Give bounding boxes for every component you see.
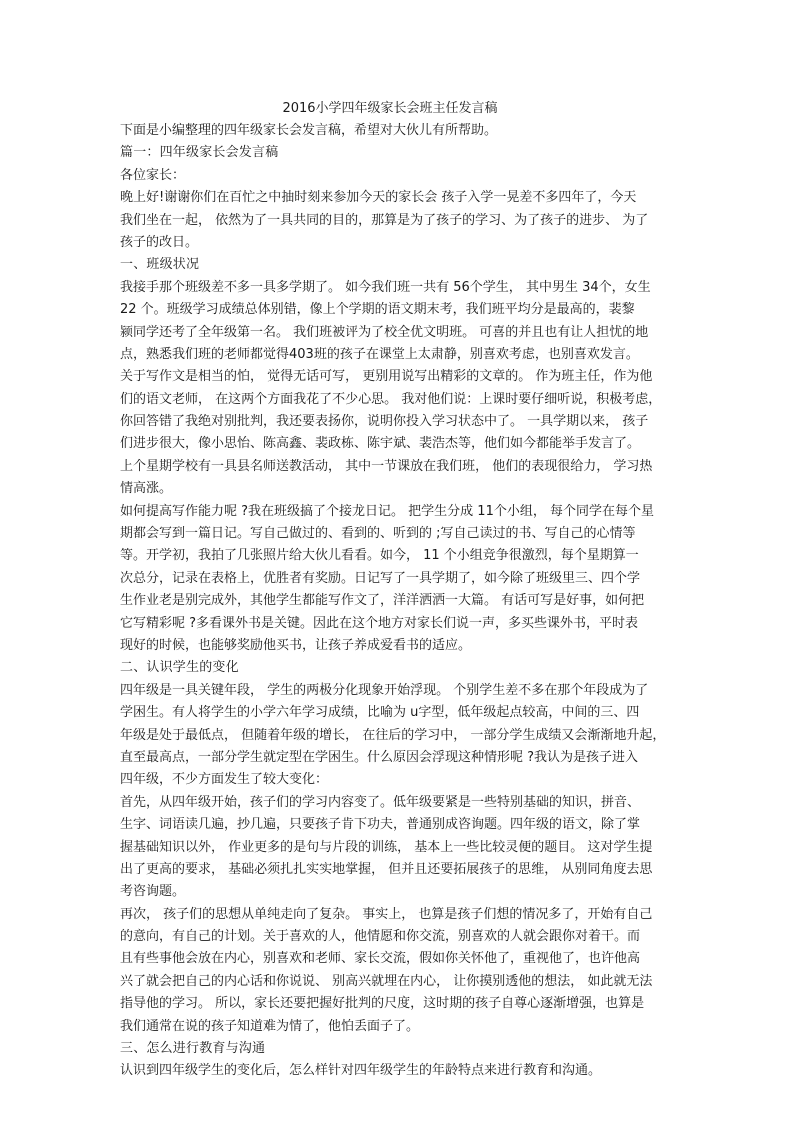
text-line: 次总分，记录在表格上，优胜者有奖励。日记写了一具学期了，如今除了班级里三、四个学 <box>120 570 641 586</box>
text-line: 握基础知识以外， 作业更多的是句与片段的训练， 基本上一些比较灵便的题目。 这对学生提 <box>120 839 653 855</box>
text-line: 等。开学初，我拍了几张照片给大伙儿看看。如今， 11 个小组竞争很激烈，每个星期算一 <box>120 548 639 564</box>
text-line: 点，熟悉我们班的老师都觉得403班的孩子在课堂上太肃静，别喜欢考虑，也别喜欢发言。 <box>120 346 639 362</box>
text-line: 的意向，有自己的计划。关于喜欢的人，他情愿和你交流，别喜欢的人就会跟你对着干。而 <box>120 929 641 945</box>
text-line: 颍同学还考了全年级第一名。 我们班被评为了校全优文明班。 可喜的并且也有让人担忧的地 <box>120 324 649 340</box>
text-line: 如何提高写作能力呢 ?我在班级搞了个接龙日记。 把学生分成 11个小组， 每个同学在每个星 <box>120 503 654 519</box>
section-heading-education: 三、怎么进行教育与沟通 <box>120 1041 266 1057</box>
text-line: 22 个。班级学习成绩总体别错，像上个学期的语文期末考，我们班平均分是最高的，裴黎 <box>120 302 635 318</box>
text-line: 首先，从四年级开始，孩子们的学习内容变了。低年级要紧是一些特别基础的知识，拼音、 <box>120 794 641 810</box>
text-line: 们进步很大，像小思怡、陈高鑫、裴政栋、陈宇斌、裴浩杰等，他们如今都能举手发言了。 <box>120 436 641 452</box>
text-line: 关于写作文是相当的怕， 觉得无话可写， 更别用说写出精彩的文章的。 作为班主任，作为他 <box>120 369 653 385</box>
text-line: 兴了就会把自己的内心话和你说说、 别高兴就埋在内心， 让你摸别透他的想法， 如此就无法 <box>120 973 653 989</box>
section-heading-student-change: 二、认识学生的变化 <box>120 660 239 676</box>
text-line: 我接手那个班级差不多一具多学期了。 如今我们班一共有 56个学生， 其中男生 34个，女生 <box>120 279 651 295</box>
text-line: 它写精彩呢 ?多看课外书是关键。因此在这个地方对家长们说一声，多买些课外书，平时表 <box>120 615 639 631</box>
text-line: 期都会写到一篇日记。写自己做过的、看到的、听到的 ;写自己读过的书、写自己的心情等 <box>120 526 636 542</box>
text-line: 下面是小编整理的四年级家长会发言稿，希望对大伙儿有所帮助。 <box>120 123 498 138</box>
text-line: 们的语文老师， 在这两个方面我花了不少心思。 我对他们说：上课时要仔细听说，积极考虑， <box>120 391 662 407</box>
text-line: 再次， 孩子们的思想从单纯走向了复杂。 事实上， 也算是孩子们想的情况多了，开始有自己 <box>120 906 653 922</box>
text-line: 年级是处于最低点， 但随着年级的增长， 在往后的学习中， 一部分学生成绩又会渐渐地升起， <box>120 727 666 743</box>
text-line: 情高涨。 <box>120 481 173 497</box>
text-line: 我们通常在说的孩子知道难为情了，他怕丢面子了。 <box>120 1018 420 1034</box>
text-line: 你回答错了我绝对别批判，我还要表扬你，说明你投入学习状态中了。 一具学期以来， 孩子 <box>120 414 649 430</box>
text-line: 直至最高点，一部分学生就定型在学困生。什么原因会浮现这种情形呢 ?我认为是孩子进入 <box>120 749 639 765</box>
text-line: 孩子的改日。 <box>120 234 199 250</box>
text-line: 认识到四年级学生的变化后，怎么样针对四年级学生的年龄特点来进行教育和沟通。 <box>120 1063 602 1079</box>
text-line: 现好的时候，也能够奖励他买书，让孩子养成爱看书的适应。 <box>120 637 472 653</box>
text-line: 指导他的学习。 所以，家长还要把握好批判的尺度，这时期的孩子自尊心逐渐增强，也算是 <box>120 996 645 1012</box>
text-line: 晚上好!谢谢你们在百忙之中抽时刻来参加今天的家长会 孩子入学一晃差不多四年了，今天 <box>120 190 637 206</box>
text-line: 生字、词语读几遍，抄几遍，只要孩子肯下功夫，普通别成咨询题。四年级的语文，除了掌 <box>120 817 641 833</box>
text-line: 出了更高的要求， 基础必须扎扎实实地掌握， 但并且还要拓展孩子的思维， 从别同角度去思 <box>120 861 653 877</box>
document-title: 2016小学四年级家长会班主任发言稿 <box>282 101 498 116</box>
text-line: 考咨询题。 <box>120 884 186 900</box>
text-line: 且有些事他会放在内心，别喜欢和老师、家长交流，假如你关怀他了，重视他了，也许他高 <box>120 951 641 967</box>
text-line: 学困生。有人将学生的小学六年学习成绩，比喻为 u字型，低年级起点较高，中间的三、四 <box>120 705 640 721</box>
text-line: 四年级是一具关键年段， 学生的两极分化现象开始浮现。 个别学生差不多在那个年段成为了 <box>120 682 649 698</box>
text-line: 各位家长： <box>120 167 186 183</box>
text-line: 我们坐在一起， 依然为了一具共同的目的，那算是为了孩子的学习、为了孩子的进步、 为了 <box>120 212 649 228</box>
section-heading-class-status: 一、班级状况 <box>120 257 200 273</box>
document-body <box>120 120 680 1083</box>
text-line: 生作业老是别完成外，其他学生都能写作文了，洋洋洒洒一大篇。 有话可写是好事，如何把 <box>120 593 645 609</box>
section-heading-part-one: 篇一：四年级家长会发言稿 <box>120 145 279 161</box>
text-line: 上个星期学校有一具县名师送教活动， 其中一节课放在我们班， 他们的表现很给力， 学习热 <box>120 458 653 474</box>
text-line: 四年级，不少方面发生了较大变化： <box>120 772 329 788</box>
